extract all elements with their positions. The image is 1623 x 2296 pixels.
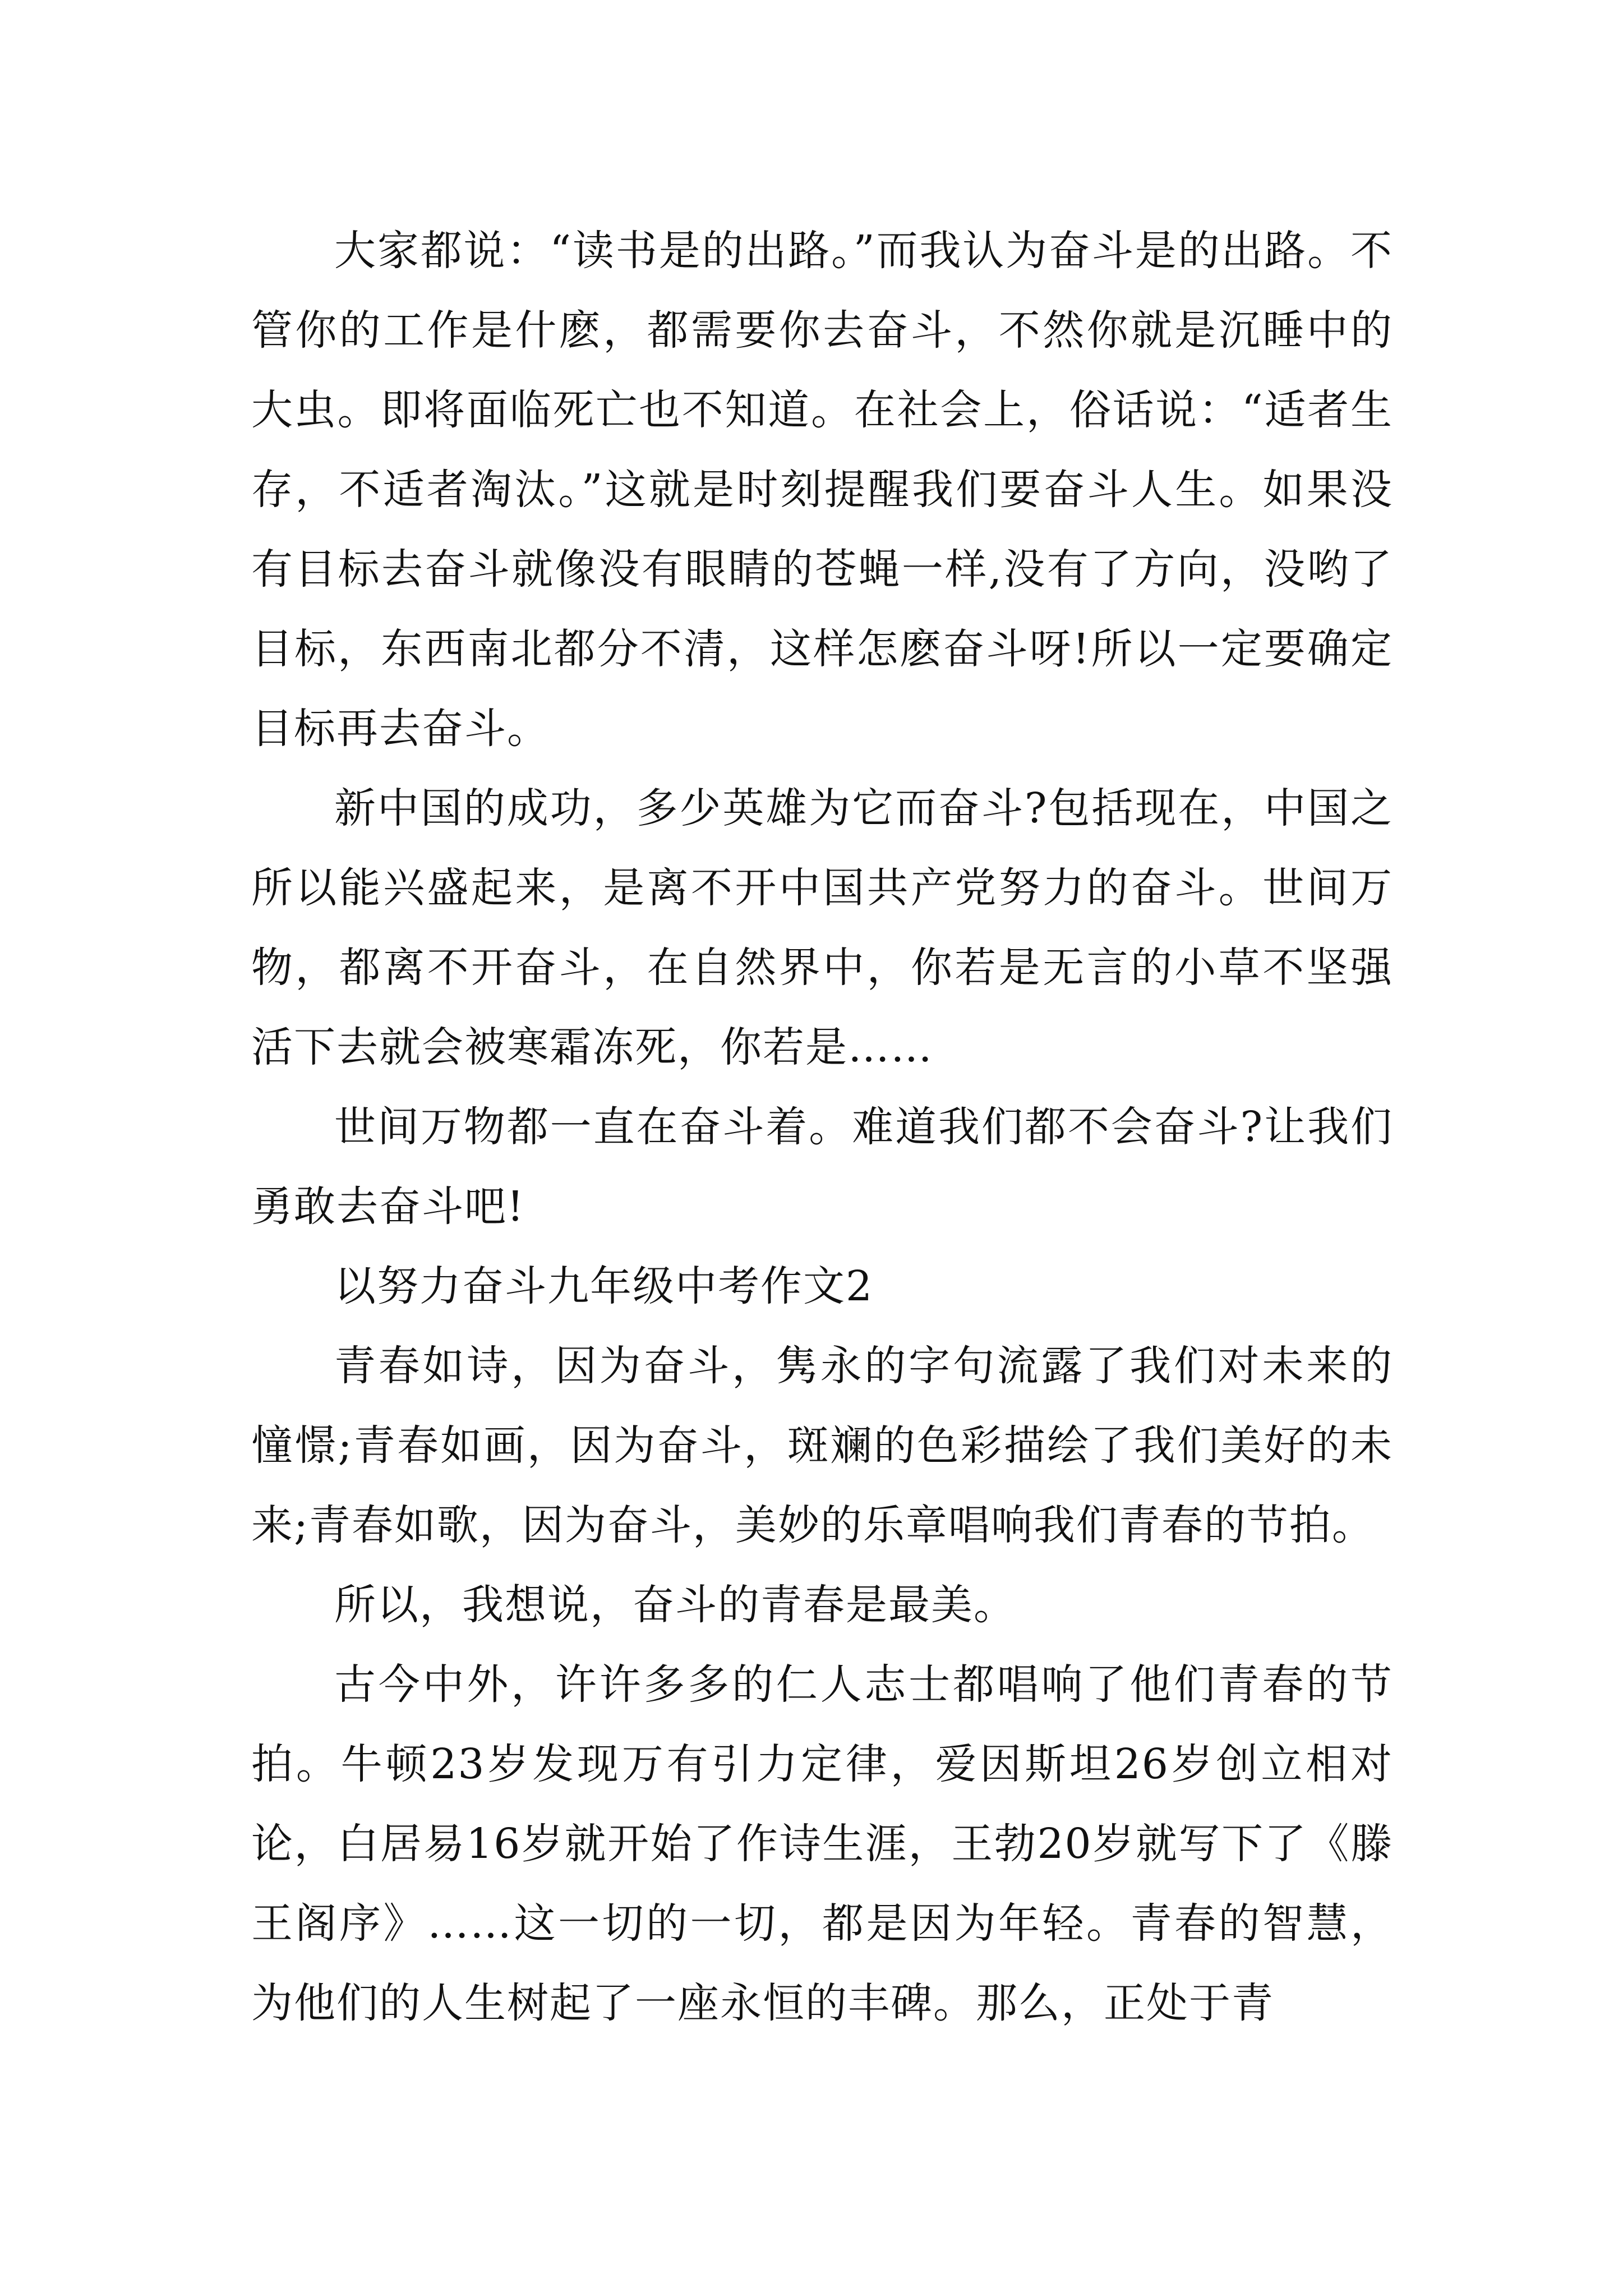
document-body <box>251 211 1393 2043</box>
paragraph-4: 青春如诗，因为奋斗，隽永的字句流露了我们对未来的憧憬;青春如画，因为奋斗，斑斓的色彩描绘了我们美好的未来;青春如歌，因为奋斗，美妙的乐章唱响我们青春的节拍。 <box>251 1342 1393 1549</box>
essay-heading: 以努力奋斗九年级中考作文2 <box>334 1262 874 1310</box>
paragraph-1: 大家都说：“读书是的出路。”而我认为奋斗是的出路。不管你的工作是什麽，都需要你去奋斗，不然你就是沉睡中的大虫。即将面临死亡也不知道。在社会上，俗话说：“适者生存，不适者淘汰。”这就是时刻提醒我们要奋斗人生。如果没有目标去奋斗就像没有眼睛的苍蝇一样,没有了方向，没哟了目标，东西南北都分不清，这样怎麽奋斗呀!所以一定要确定目标再去奋斗。 <box>251 227 1393 753</box>
paragraph-5: 所以，我想说，奋斗的青春是最美。 <box>334 1581 1016 1629</box>
paragraph-6: 古今中外，许许多多的仁人志士都唱响了他们青春的节拍。牛顿23岁发现万有引力定律，爱因斯坦26岁创立相对论，白居易16岁就开始了作诗生涯，王勃20岁就写下了《滕王阁序》……这一切的一切，都是因为年轻。青春的智慧，为他们的人生树起了一座永恒的丰碑。那么，正处于青 <box>251 1660 1393 2027</box>
paragraph-2: 新中国的成功，多少英雄为它而奋斗?包括现在，中国之所以能兴盛起来，是离不开中国共产党努力的奋斗。世间万物，都离不开奋斗，在自然界中，你若是无言的小草不坚强活下去就会被寒霜冻死，你若是…… <box>251 784 1393 1071</box>
paragraph-3: 世间万物都一直在奋斗着。难道我们都不会奋斗?让我们勇敢去奋斗吧! <box>251 1103 1393 1231</box>
